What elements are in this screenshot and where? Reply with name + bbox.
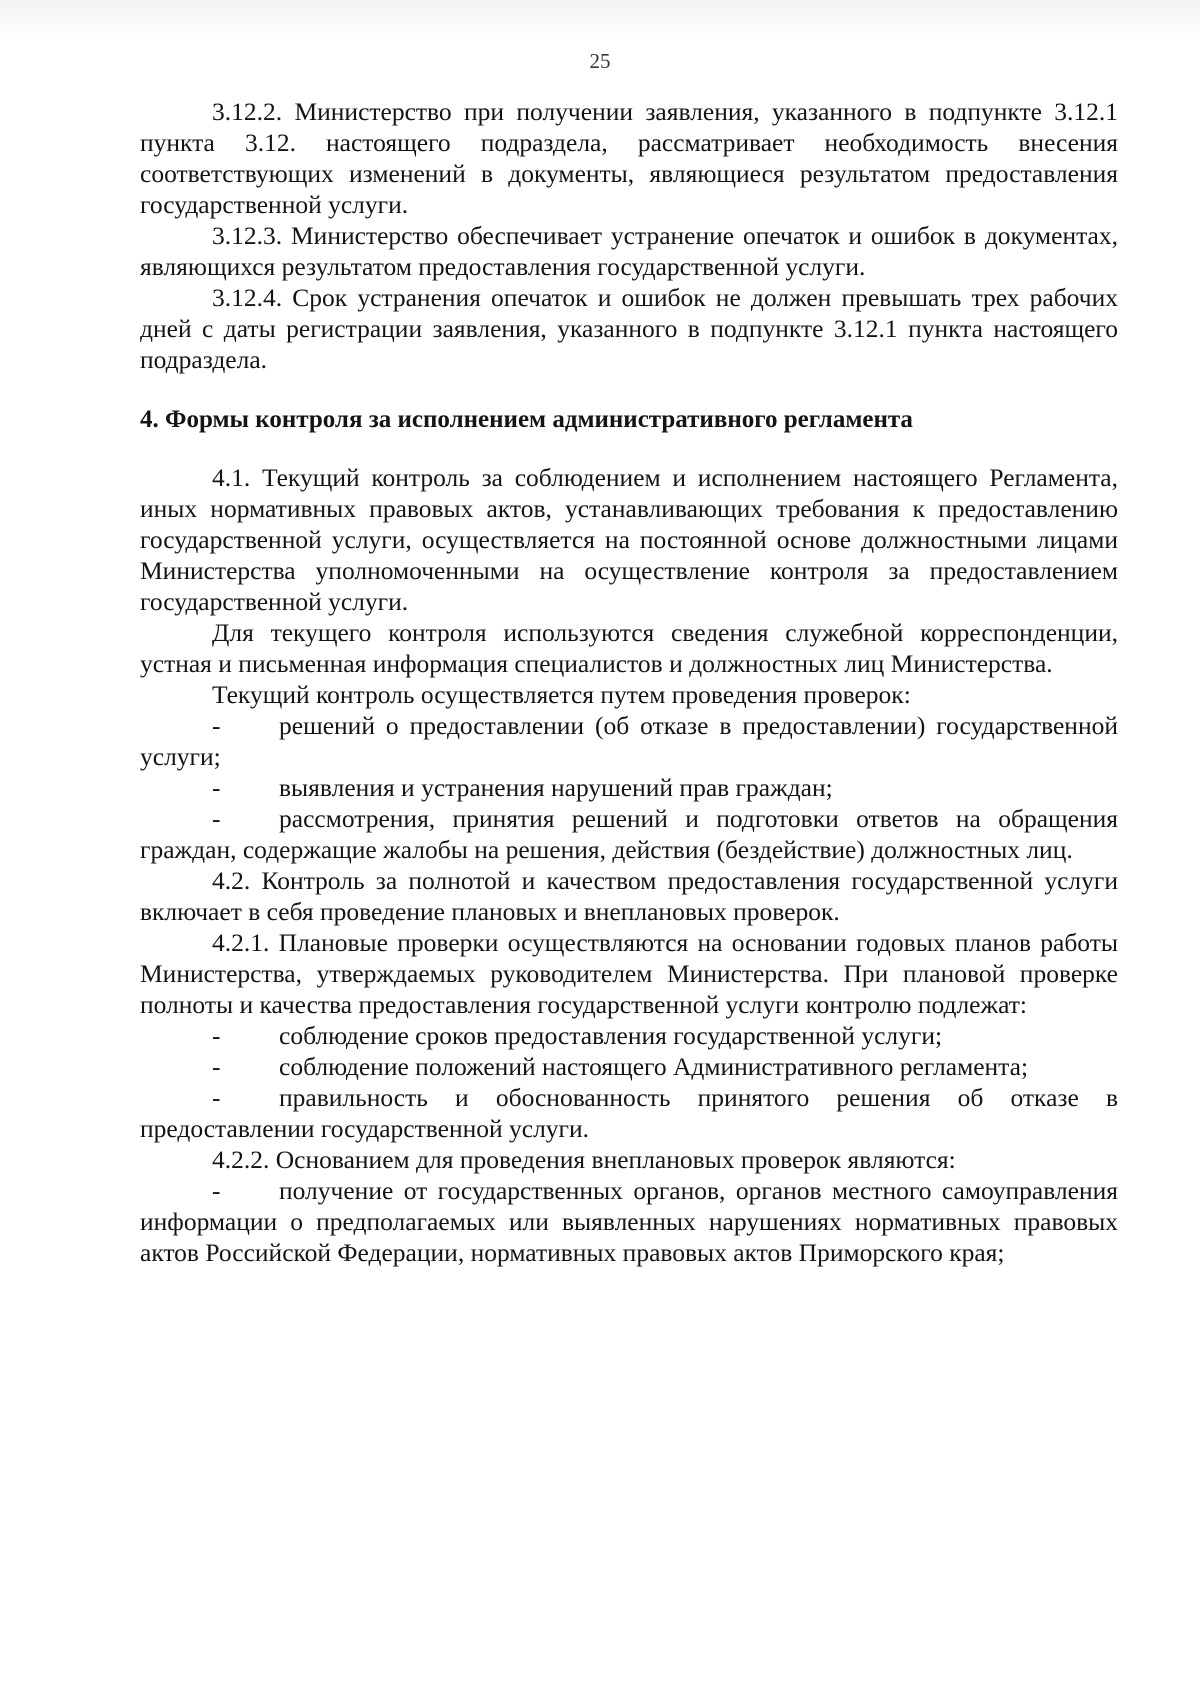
paragraph-control-sources: Для текущего контроля используются сведения служебной корреспонденции, устная и письменная информация специалистов и должностных лиц Министерства.: [140, 618, 1118, 678]
page-number: 25: [589, 49, 611, 73]
section-heading: 4. Формы контроля за исполнением административного регламента: [140, 406, 913, 433]
list-dash: -: [212, 1176, 221, 1205]
scan-artifact: [0, 0, 1200, 40]
paragraph-4-2: 4.2. Контроль за полнотой и качеством предоставления государственной услуги включает в себя проведение плановых и внеплановых проверок.: [140, 866, 1118, 926]
list-dash: -: [212, 711, 221, 740]
list-dash: -: [212, 1052, 221, 1081]
list-item-text: решений о предоставлении (об отказе в предоставлении) государственной услуги;: [140, 711, 1118, 771]
paragraph-4-2-1: 4.2.1. Плановые проверки осуществляются на основании годовых планов работы Министерства, утверждаемых руководителем Министерства. При плановой проверке полноты и качества предоставления государственной услуги контролю подлежат:: [140, 928, 1118, 1019]
list-dash: -: [212, 1021, 221, 1050]
list-item-text: соблюдение положений настоящего Административного регламента;: [279, 1052, 1029, 1081]
paragraph-checks-intro: Текущий контроль осуществляется путем проведения проверок:: [212, 680, 911, 709]
list-item: [140, 772, 1118, 803]
list-item: [140, 1082, 1118, 1144]
list-dash: -: [212, 804, 221, 833]
paragraph-3-12-3: 3.12.3. Министерство обеспечивает устранение опечаток и ошибок в документах, являющихся результатом предоставления государственной услуги.: [140, 221, 1118, 281]
list-item: [140, 803, 1118, 865]
list-item-text: рассмотрения, принятия решений и подготовки ответов на обращения граждан, содержащие жалобы на решения, действия (бездействие) должностных лиц.: [140, 804, 1118, 864]
list-item-text: соблюдение сроков предоставления государственной услуги;: [279, 1021, 943, 1050]
list-item-text: получение от государственных органов, органов местного самоуправления информации о предполагаемых или выявленных нарушениях нормативных правовых актов Российской Федерации, нормативных правовых актов Приморского края;: [140, 1176, 1118, 1267]
paragraph-4-1: 4.1. Текущий контроль за соблюдением и исполнением настоящего Регламента, иных нормативных правовых актов, устанавливающих требования к предоставлению государственной услуги, осуществляется на постоянной основе должностными лицами Министерства уполномоченными на осуществление контроля за предоставлением государственной услуги.: [140, 463, 1118, 616]
list-dash: -: [212, 773, 221, 802]
list-dash: -: [212, 1083, 221, 1112]
list-item: [140, 1051, 1118, 1082]
list-item: [140, 1020, 1118, 1051]
paragraph-4-2-2: 4.2.2. Основанием для проведения внеплановых проверок являются:: [212, 1145, 956, 1174]
list-item-text: правильность и обоснованность принятого решения об отказе в предоставлении государственной услуги.: [140, 1083, 1118, 1143]
list-item-text: выявления и устранения нарушений прав граждан;: [279, 773, 833, 802]
list-item: [140, 710, 1118, 772]
paragraph-3-12-2: 3.12.2. Министерство при получении заявления, указанного в подпункте 3.12.1 пункта 3.12. настоящего подраздела, рассматривает необходимость внесения соответствующих изменений в документы, являющиеся результатом предоставления государственной услуги.: [140, 97, 1118, 219]
document-body: [140, 96, 1118, 1268]
paragraph-3-12-4: 3.12.4. Срок устранения опечаток и ошибок не должен превышать трех рабочих дней с даты регистрации заявления, указанного в подпункте 3.12.1 пункта настоящего подраздела.: [140, 283, 1118, 374]
list-item: [140, 1175, 1118, 1268]
